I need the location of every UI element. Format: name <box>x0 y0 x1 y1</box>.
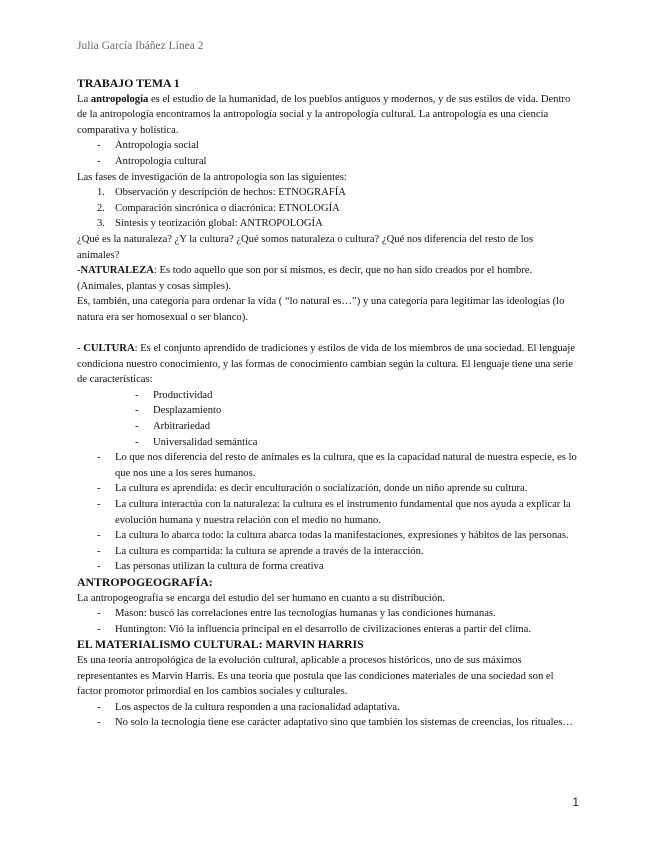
list-item: - La cultura lo abarca todo: la cultura abarca todas la manifestaciones, expresiones y hábitos de las personas. <box>77 528 577 544</box>
list-item: - La cultura es aprendida: es decir enculturación o socialización, donde un niño aprende su cultura. <box>77 481 577 497</box>
language-traits-list <box>77 388 577 450</box>
phases-intro: Las fases de investigación de la antropología son las siguientes: <box>77 171 347 183</box>
list-item: 1. Observación y descripción de hechos: ETNOGRAFÍA <box>97 187 346 199</box>
phases-list <box>77 185 577 232</box>
page-header: Julia García Ibáñez Línea 2 <box>77 40 204 52</box>
list-item: 3. Síntesis y teorización global: ANTROPOLOGÍA <box>97 218 323 230</box>
list-item: - Huntington: Vió la influencia principal en el desarrollo de civilizaciones enteras a partir del clima. <box>77 622 577 638</box>
antropogeografia-paragraph: La antropogeografía se encarga del estudio del ser humano en cuanto a su distribución. <box>77 592 446 604</box>
antropogeografia-list <box>77 606 577 637</box>
antropogeografia-heading: ANTROPOGEOGRAFÍA: <box>77 575 213 589</box>
materialismo-list <box>77 700 577 731</box>
list-item: - Antropología social <box>77 138 577 154</box>
naturaleza-paragraph: -NATURALEZA: Es todo aquello que son por sí mismos, es decir, que no han sido creados por el hombre. (Animales, plantas y cosas simples). <box>77 265 533 292</box>
question-paragraph: ¿Qué es la naturaleza? ¿Y la cultura? ¿Qué somos naturaleza o cultura? ¿Qué nos diferencia del resto de los animales? <box>77 233 534 261</box>
list-item: - Arbitrariedad <box>77 419 577 435</box>
list-item: - Las personas utilizan la cultura de forma creativa <box>77 559 577 575</box>
culture-points-list <box>77 450 577 575</box>
page-number: 1 <box>572 795 579 809</box>
materialismo-paragraph: Es una teoría antropológica de la evolución cultural, aplicable a procesos históricos, uno de sus máximos representantes es Marvin Harris. Es una teoría que postula que las condiciones materiales de una sociedad son el factor promotor primordial en los cambios sociales y culturales. <box>77 654 554 698</box>
list-item: - La cultura es compartida: la cultura se aprende a través de la interacción. <box>77 544 577 560</box>
anthropology-types-list <box>77 138 577 169</box>
list-item: - Desplazamiento <box>77 403 577 419</box>
list-item: - Universalidad semántica <box>77 435 577 451</box>
list-item: - Los aspectos de la cultura responden a una racionalidad adaptativa. <box>77 700 577 716</box>
intro-paragraph: La antropología es el estudio de la humanidad, de los pueblos antiguos y modernos, y de sus estilos de vida. Dentro de la antropología encontramos la antropología social y la antropología cultural. La antropología es una ciencia comparativa y holística. <box>77 93 571 136</box>
list-item: - Productividad <box>77 388 577 404</box>
list-item: 2. Comparación sincrónica o diacrónica: ETNOLOGÍA <box>97 202 340 214</box>
list-item: - Antropología cultural <box>77 154 577 170</box>
document-title: TRABAJO TEMA 1 <box>77 76 180 90</box>
intro-term: antropología <box>90 93 149 105</box>
materialismo-heading: EL MATERIALISMO CULTURAL: MARVIN HARRIS <box>77 637 364 652</box>
list-item: - No solo la tecnología tiene ese carácter adaptativo sino que también los sistemas de creencias, los rituales… <box>77 715 577 731</box>
list-item: - Mason: buscó las correlaciones entre las tecnologías humanas y las condiciones humanas. <box>77 606 577 622</box>
list-item: - Lo que nos diferencia del resto de animales es la cultura, que es la capacidad natural de nuestra especie, es lo que nos une a los seres humanos. <box>77 450 577 481</box>
naturaleza-extra: Es, también, una categoría para ordenar la vida ( “lo natural es…”) y una categoría para legitimar las ideologías (lo natura era ser homosexual o ser blanco). <box>77 296 565 323</box>
document-body <box>77 76 577 731</box>
cultura-paragraph: - CULTURA: Es el conjunto aprendido de tradiciones y estilos de vida de los miembros de una sociedad. El lenguaje condiciona nuestro conocimiento, y las formas de conocimiento cambian según la cultura. El lenguaje tiene una serie de características: <box>77 343 576 386</box>
list-item: - La cultura interactúa con la naturaleza: la cultura es el instrumento fundamental que nos ayuda a explicar la evolución humana y nuestra relación con el medio no humano. <box>77 497 577 528</box>
